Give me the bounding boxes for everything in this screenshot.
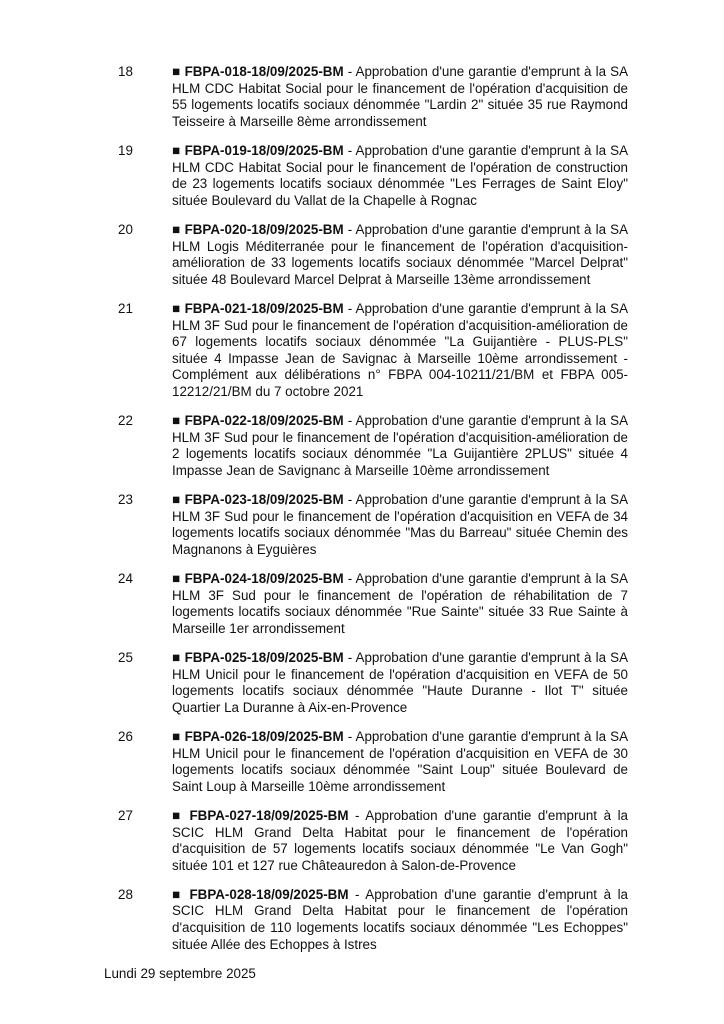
item-code: ■ FBPA-023-18/09/2025-BM	[172, 492, 344, 508]
item-text	[172, 301, 628, 401]
item-description: - Approbation d'une garantie d'emprunt à la SA HLM CDC Habitat Social pour le financement de l'opération d'acquisition de 55 logements locatifs sociaux dénommée "Lardin 2" située 35 rue Raymond Teisseire à Marseille 8ème arrondissement	[172, 64, 629, 129]
item-text	[172, 492, 628, 558]
item-number: 26	[118, 728, 133, 744]
item-description: - Approbation d'une garantie d'emprunt à la SA HLM 3F Sud pour le financement de l'opération d'acquisition-amélioration de 2 logements locatifs sociaux dénommée "La Guijantière 2PLUS" située 4 Impasse Jean de Savignanc à Marseille 10ème arrondissement	[172, 413, 629, 478]
item-text	[172, 143, 628, 209]
item-code: ■ FBPA-018-18/09/2025-BM	[172, 64, 344, 79]
agenda-item	[118, 301, 628, 401]
item-description: - Approbation d'une garantie d'emprunt à la SA HLM CDC Habitat Social pour le financement de l'opération de construction de 23 logements locatifs sociaux dénommée "Les Ferrages de Saint Eloy" située Boulevard du Vallat de la Chapelle à Rognac	[172, 142, 629, 208]
item-description: - Approbation d'une garantie d'emprunt à la SA HLM Unicil pour le financement de l'opération d'acquisition en VEFA de 30 logements locatifs sociaux dénommée "Saint Loup" située Boulevard de Saint Loup à Marseille 10ème arrondissement	[172, 728, 629, 794]
item-number: 21	[118, 300, 133, 316]
item-description: - Approbation d'une garantie d'emprunt à la SA HLM Unicil pour le financement de l'opération d'acquisition en VEFA de 50 logements locatifs sociaux dénommée "Haute Duranne - Ilot T" située Quartier La Duranne à Aix-en-Provence	[172, 649, 629, 715]
item-code: ■ FBPA-026-18/09/2025-BM	[172, 728, 344, 744]
agenda-list	[118, 64, 628, 953]
agenda-item	[118, 413, 628, 479]
item-text	[172, 729, 628, 795]
item-text	[172, 413, 628, 479]
item-number: 25	[118, 649, 133, 665]
item-number: 27	[118, 807, 133, 823]
item-text	[172, 571, 628, 637]
item-code: ■ FBPA-019-18/09/2025-BM	[172, 142, 344, 158]
item-description: - Approbation d'une garantie d'emprunt à la SCIC HLM Grand Delta Habitat pour le financement de l'opération d'acquisition de 57 logements locatifs sociaux dénommée "Le Van Gogh" située 101 et 127 rue Châteauredon à Salon-de-Provence	[172, 807, 628, 873]
item-description: - Approbation d'une garantie d'emprunt à la SA HLM 3F Sud pour le financement de l'opération d'acquisition-amélioration de 67 logements locatifs sociaux dénommée "La Guijantière - PLUS-PLS" située 4 Impasse Jean de Savignac à Marseille 10ème arrondissement - Complément aux délibérations n° FBPA 004-10211/21/BM et FBPA 005-12212/21/BM du 7 octobre 2021	[172, 300, 629, 399]
item-text	[172, 64, 628, 130]
agenda-item	[118, 492, 628, 558]
agenda-item	[118, 64, 628, 130]
item-number: 28	[118, 886, 133, 902]
item-code: ■ FBPA-022-18/09/2025-BM	[172, 413, 344, 429]
agenda-item	[118, 571, 628, 637]
agenda-item	[118, 808, 628, 874]
item-number: 23	[118, 492, 133, 508]
item-code: ■ FBPA-028-18/09/2025-BM	[172, 886, 349, 902]
item-description: - Approbation d'une garantie d'emprunt à la SCIC HLM Grand Delta Habitat pour le financement de l'opération d'acquisition de 110 logements locatifs sociaux dénommée "Les Echoppes" située Allée des Echoppes à Istres	[172, 886, 628, 952]
item-number: 18	[118, 64, 133, 79]
item-text	[172, 650, 628, 716]
item-code: ■ FBPA-027-18/09/2025-BM	[172, 807, 349, 823]
item-description: - Approbation d'une garantie d'emprunt à la SA HLM 3F Sud pour le financement de l'opération d'acquisition en VEFA de 34 logements locatifs sociaux dénommée "Mas du Barreau" située Chemin des Magnanons à Eyguières	[172, 492, 629, 557]
item-code: ■ FBPA-021-18/09/2025-BM	[172, 300, 344, 316]
item-description: - Approbation d'une garantie d'emprunt à la SA HLM 3F Sud pour le financement de l'opération de réhabilitation de 7 logements locatifs sociaux dénommée "Rue Sainte" située 33 Rue Sainte à Marseille 1er arrondissement	[172, 571, 629, 636]
item-code: ■ FBPA-024-18/09/2025-BM	[172, 571, 344, 586]
item-description: - Approbation d'une garantie d'emprunt à la SA HLM Logis Méditerranée pour le financement de l'opération d'acquisition-amélioration de 33 logements locatifs sociaux dénommée "Marcel Delprat" située 48 Boulevard Marcel Delprat à Marseille 13ème arrondissement	[172, 221, 629, 287]
item-code: ■ FBPA-025-18/09/2025-BM	[172, 649, 344, 665]
agenda-item	[118, 222, 628, 288]
item-number: 22	[118, 413, 133, 429]
footer-date: Lundi 29 septembre 2025	[104, 965, 256, 981]
agenda-item	[118, 887, 628, 953]
agenda-item	[118, 650, 628, 716]
item-number: 20	[118, 221, 133, 237]
item-text	[172, 808, 628, 874]
item-number: 19	[118, 142, 133, 158]
agenda-item	[118, 729, 628, 795]
item-text	[172, 222, 628, 288]
item-number: 24	[118, 571, 133, 586]
agenda-item	[118, 143, 628, 209]
item-text	[172, 887, 628, 953]
item-code: ■ FBPA-020-18/09/2025-BM	[172, 221, 344, 237]
